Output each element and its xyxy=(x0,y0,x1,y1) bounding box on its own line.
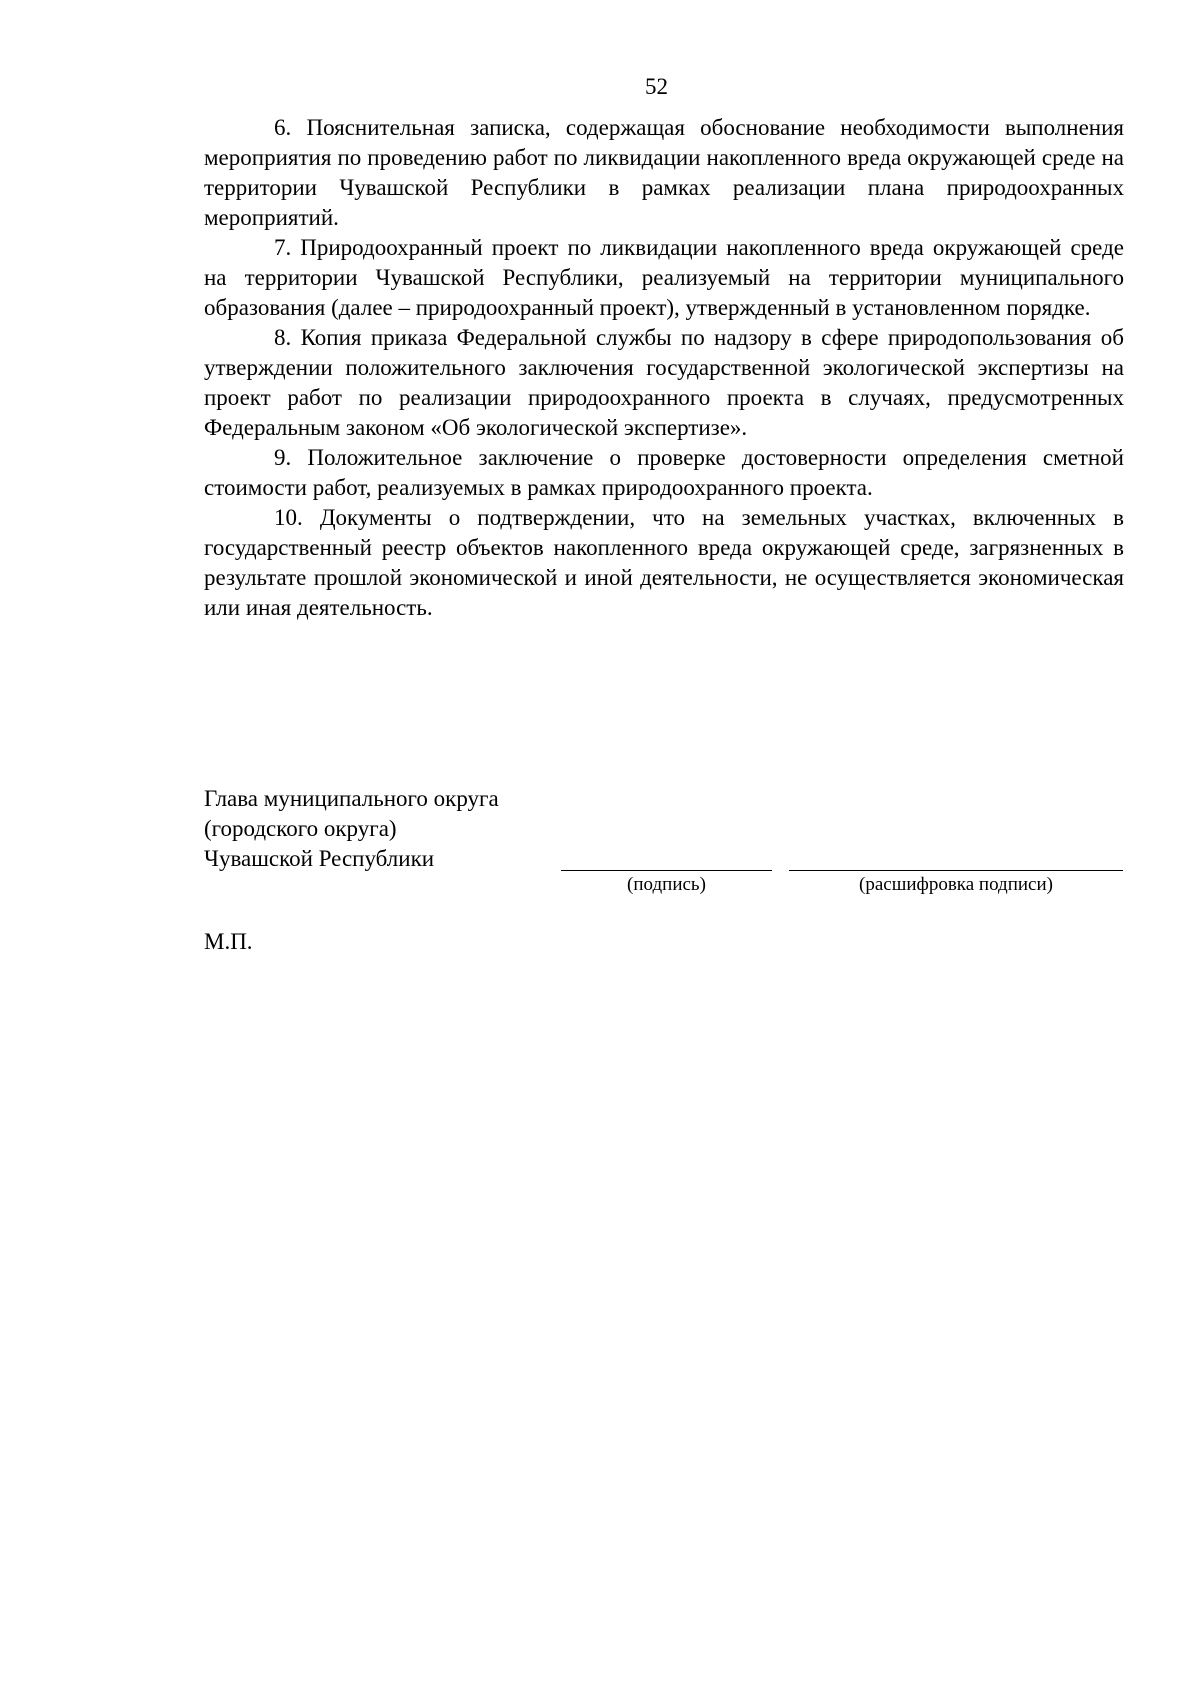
signature-caption: (подпись) xyxy=(627,874,706,895)
signatory-title-line-3: Чувашской Республики xyxy=(204,846,435,871)
signatory-title-line-1: Глава муниципального округа xyxy=(204,786,499,811)
document-body xyxy=(204,113,1124,623)
page-number: 52 xyxy=(645,74,668,99)
signatory-title xyxy=(204,784,499,874)
paragraph-9: 9. Положительное заключение о проверке достоверности определения сметной стоимости работ, реализуемых в рамках природоохранного проекта. xyxy=(204,445,1124,500)
signature-line xyxy=(561,870,772,871)
paragraph-6: 6. Пояснительная записка, содержащая обоснование необходимости выполнения мероприятия по проведению работ по ликвидации накопленного вреда окружающей среде на территории Чувашской Республики в рамках реализации плана природоохранных мероприятий. xyxy=(204,115,1124,230)
paragraph-10: 10. Документы о подтверждении, что на земельных участках, включенных в государственный реестр объектов накопленного вреда окружающей среде, загрязненных в результате прошлой экономической и иной деятельности, не осуществляется экономическая или иная деятельность. xyxy=(204,505,1124,620)
paragraph-7: 7. Природоохранный проект по ликвидации накопленного вреда окружающей среде на территории Чувашской Республики, реализуемый на территории муниципального образования (далее – природоохранный проект), утвержденный в установленном порядке. xyxy=(204,235,1124,320)
paragraph-8: 8. Копия приказа Федеральной службы по надзору в сфере природопользования об утверждении положительного заключения государственной экологической экспертизы на проект работ по реализации природоохранного проекта в случаях, предусмотренных Федеральным законом «Об экологической экспертизе». xyxy=(204,325,1124,440)
signature-decoding-line xyxy=(789,870,1123,871)
signature-decoding-caption: (расшифровка подписи) xyxy=(859,874,1053,895)
signatory-title-line-2: (городского округа) xyxy=(204,816,397,841)
stamp-placeholder: М.П. xyxy=(204,929,253,954)
